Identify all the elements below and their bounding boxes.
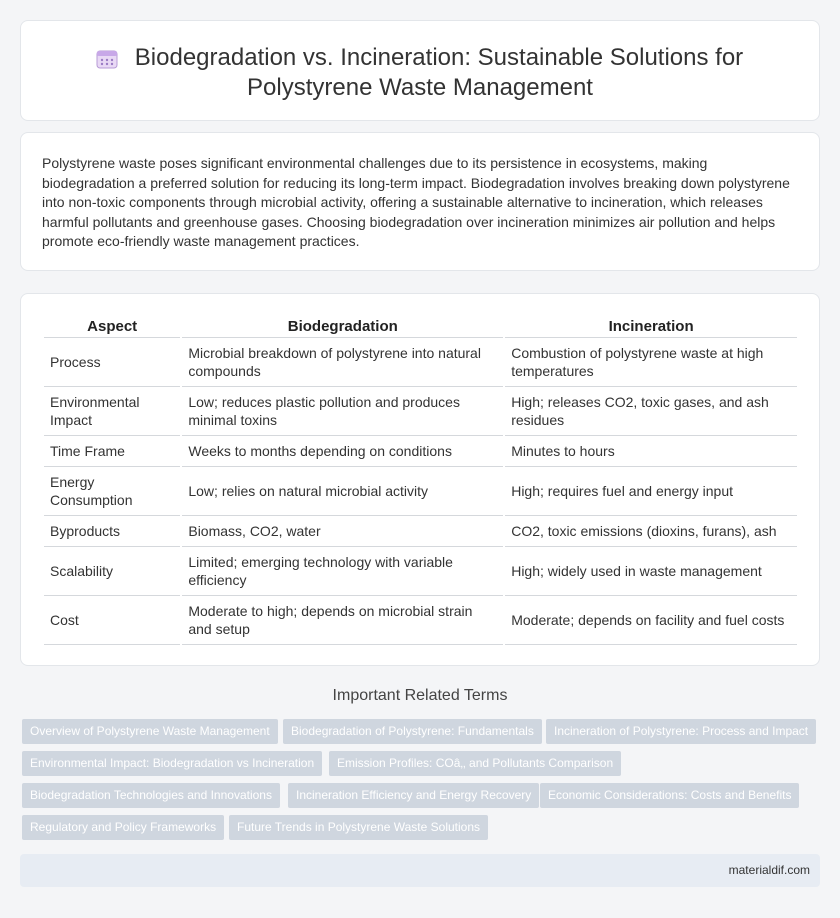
footer bbox=[20, 854, 820, 887]
related-term-tag[interactable]: Biodegradation of Polystyrene: Fundamentals bbox=[283, 719, 542, 744]
table-cell-biodegradation: Low; relies on natural microbial activity bbox=[182, 467, 503, 516]
table-header-incineration: Incineration bbox=[505, 316, 797, 338]
related-term-tag[interactable]: Biodegradation Technologies and Innovations bbox=[22, 783, 280, 808]
comparison-table-card bbox=[20, 293, 820, 666]
table-cell-aspect: Time Frame bbox=[44, 436, 180, 467]
table-row bbox=[44, 338, 797, 387]
table-cell-aspect: Environmental Impact bbox=[44, 387, 180, 436]
table-cell-biodegradation: Weeks to months depending on conditions bbox=[182, 436, 503, 467]
table-row bbox=[44, 436, 797, 467]
intro-card bbox=[20, 132, 820, 271]
page-title-line-2: Polystyrene Waste Management bbox=[247, 74, 593, 101]
page-title bbox=[21, 43, 819, 103]
table-cell-aspect: Scalability bbox=[44, 547, 180, 596]
table-cell-incineration: High; requires fuel and energy input bbox=[505, 467, 797, 516]
related-terms-title: Important Related Terms bbox=[332, 687, 508, 704]
table-cell-incineration: Combustion of polystyrene waste at high temperatures bbox=[505, 338, 797, 387]
table-row bbox=[44, 547, 797, 596]
intro-paragraph: Polystyrene waste poses significant environmental challenges due to its persistence in ecosystems, making biodegradation a preferred solution for reducing its long-term impact. Biodegradation involves breaking down polystyrene into non-toxic components through microbial activity, offering a sustainable alternative to incineration, which releases harmful pollutants and greenhouse gases. Choosing biodegradation over incineration minimizes air pollution and helps promote eco-friendly waste management practices. bbox=[42, 155, 790, 250]
table-header-row bbox=[44, 316, 797, 338]
table-header-aspect: Aspect bbox=[44, 316, 180, 338]
table-cell-biodegradation: Limited; emerging technology with variable efficiency bbox=[182, 547, 503, 596]
table-cell-biodegradation: Low; reduces plastic pollution and produces minimal toxins bbox=[182, 387, 503, 436]
table-cell-aspect: Byproducts bbox=[44, 516, 180, 547]
table-cell-incineration: High; widely used in waste management bbox=[505, 547, 797, 596]
footer-site-name[interactable]: materialdif.com bbox=[728, 863, 810, 877]
table-cell-biodegradation: Microbial breakdown of polystyrene into natural compounds bbox=[182, 338, 503, 387]
table-cell-aspect: Process bbox=[44, 338, 180, 387]
table-row bbox=[44, 467, 797, 516]
related-term-tag[interactable]: Economic Considerations: Costs and Benefits bbox=[540, 783, 799, 808]
table-cell-incineration: High; releases CO2, toxic gases, and ash residues bbox=[505, 387, 797, 436]
table-cell-incineration: Minutes to hours bbox=[505, 436, 797, 467]
related-term-tag[interactable]: Emission Profiles: COâ‚‚ and Pollutants Comparison bbox=[329, 751, 621, 776]
table-row bbox=[44, 516, 797, 547]
related-term-tag[interactable]: Overview of Polystyrene Waste Management bbox=[22, 719, 278, 744]
related-term-tag[interactable]: Future Trends in Polystyrene Waste Solutions bbox=[229, 815, 488, 840]
table-cell-biodegradation: Moderate to high; depends on microbial strain and setup bbox=[182, 596, 503, 645]
related-term-tag[interactable]: Regulatory and Policy Frameworks bbox=[22, 815, 224, 840]
title-card bbox=[20, 20, 820, 121]
table-cell-biodegradation: Biomass, CO2, water bbox=[182, 516, 503, 547]
table-row bbox=[44, 596, 797, 645]
table-header-biodegradation: Biodegradation bbox=[182, 316, 503, 338]
related-term-tag[interactable]: Environmental Impact: Biodegradation vs Incineration bbox=[22, 751, 322, 776]
table-row bbox=[44, 387, 797, 436]
related-term-tag[interactable]: Incineration of Polystyrene: Process and Impact bbox=[546, 719, 816, 744]
table-cell-incineration: CO2, toxic emissions (dioxins, furans), ash bbox=[505, 516, 797, 547]
related-term-tag[interactable]: Incineration Efficiency and Energy Recovery bbox=[288, 783, 539, 808]
table-cell-aspect: Cost bbox=[44, 596, 180, 645]
table-cell-aspect: Energy Consumption bbox=[44, 467, 180, 516]
comparison-table bbox=[42, 316, 799, 645]
page-title-line-1: Biodegradation vs. Incineration: Sustainable Solutions for bbox=[134, 44, 744, 71]
table-cell-incineration: Moderate; depends on facility and fuel costs bbox=[505, 596, 797, 645]
